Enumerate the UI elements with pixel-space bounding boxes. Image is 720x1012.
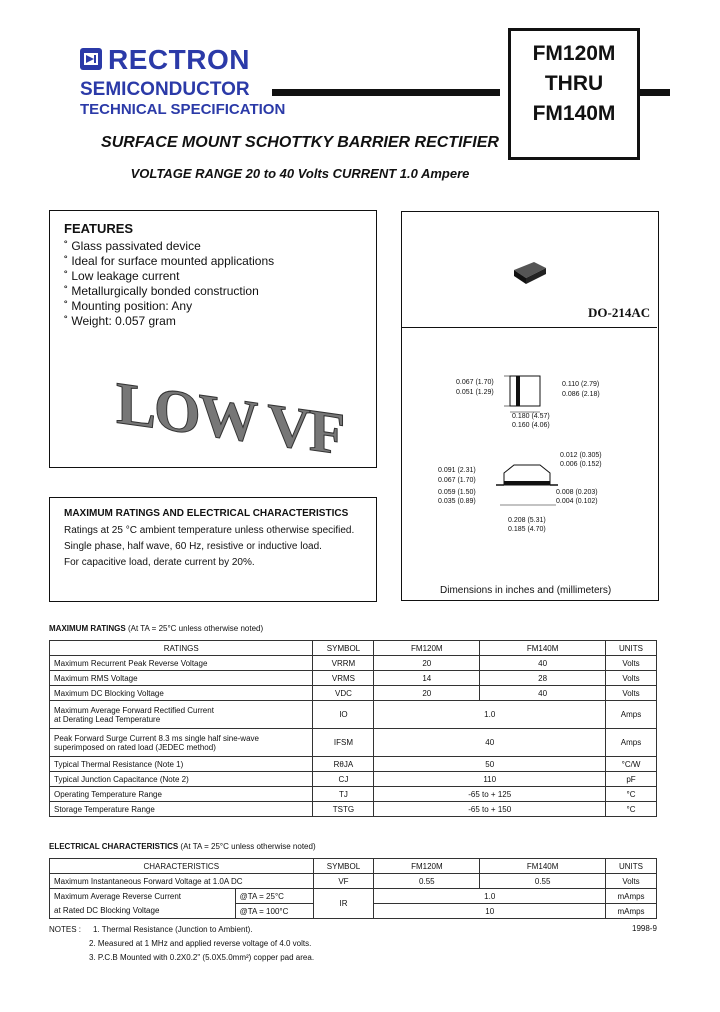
feature-item: ˚ Weight: 0.057 gram	[64, 314, 176, 328]
header-cell: SYMBOL	[313, 641, 374, 656]
package-chip-icon	[512, 258, 548, 286]
ratings-table-caption: MAXIMUM RATINGS (At TA = 25°C unless otherwise noted)	[49, 624, 264, 633]
header-cell: FM120M	[374, 641, 480, 656]
header-cell: FM140M	[480, 641, 606, 656]
table-row: Operating Temperature Range TJ -65 to + 125 °C	[50, 787, 657, 802]
feature-item: ˚ Glass passivated device	[64, 239, 201, 253]
ratings-intro-title: MAXIMUM RATINGS AND ELECTRICAL CHARACTERISTICS	[64, 508, 349, 519]
dim-label: 0.185 (4.70)	[508, 526, 546, 533]
package-side-view-drawing	[490, 455, 570, 515]
dim-label: 0.067 (1.70)	[438, 477, 476, 484]
part-thru: THRU	[544, 72, 604, 95]
table-row: Typical Thermal Resistance (Note 1) RθJA 50 °C/W	[50, 757, 657, 772]
dim-label: 0.012 (0.305)	[560, 452, 602, 459]
features-title: FEATURES	[64, 221, 134, 236]
dim-label: 0.180 (4.57)	[512, 413, 550, 420]
table-header-row	[50, 641, 657, 656]
dim-label: 0.006 (0.152)	[560, 461, 602, 468]
header-rule-left	[272, 89, 500, 96]
table-row: Typical Junction Capacitance (Note 2) CJ 110 pF	[50, 772, 657, 787]
notes-section	[49, 923, 314, 965]
header-cell: FM120M	[374, 859, 480, 874]
dim-label: 0.004 (0.102)	[556, 498, 598, 505]
table-header-row	[50, 859, 657, 874]
dim-label: 0.035 (0.89)	[438, 498, 476, 505]
table-row: Peak Forward Surge Current 8.3 ms single half sine-wave superimposed on rated load (JEDEC method) IFSM 40 Amps	[50, 729, 657, 757]
header-cell: SYMBOL	[313, 859, 374, 874]
part-start: FM120M	[532, 42, 616, 65]
dim-label: 0.160 (4.06)	[512, 422, 550, 429]
feature-item: ˚ Metallurgically bonded construction	[64, 284, 259, 298]
low-vf-text: LOW VF	[116, 369, 344, 469]
table-row: at Rated DC Blocking Voltage @TA = 100°C 10 mAmps	[50, 904, 657, 919]
header-cell: RATINGS	[50, 641, 313, 656]
package-name: DO-214AC	[588, 305, 651, 320]
header-cell: UNITS	[606, 641, 657, 656]
page-subtitle: VOLTAGE RANGE 20 to 40 Volts CURRENT 1.0 Ampere	[130, 166, 470, 181]
table-row: Storage Temperature Range TSTG -65 to + 150 °C	[50, 802, 657, 817]
ratings-intro-line: Ratings at 25 °C ambient temperature unless otherwise specified.	[64, 525, 355, 536]
rectron-logo-icon	[80, 48, 102, 70]
note-item: 3. P.C.B Mounted with 0.2X0.2" (5.0X5.0mm²) copper pad area.	[89, 953, 315, 962]
header-cell: CHARACTERISTICS	[50, 859, 314, 874]
dim-label: 0.208 (5.31)	[508, 517, 546, 524]
dim-label: 0.067 (1.70)	[456, 379, 494, 386]
table-row: Maximum RMS Voltage VRMS 14 28 Volts	[50, 671, 657, 686]
header-cell: UNITS	[606, 859, 657, 874]
table-row: Maximum Average Forward Rectified Current at Derating Lead Temperature IO 1.0 Amps	[50, 701, 657, 729]
dim-label: 0.051 (1.29)	[456, 389, 494, 396]
dim-label: 0.008 (0.203)	[556, 489, 598, 496]
part-end: FM140M	[532, 102, 616, 125]
feature-item: ˚ Low leakage current	[64, 269, 180, 283]
table-row: Maximum DC Blocking Voltage VDC 20 40 Volts	[50, 686, 657, 701]
page-title: SURFACE MOUNT SCHOTTKY BARRIER RECTIFIER	[101, 134, 499, 151]
dimension-note: Dimensions in inches and (millimeters)	[440, 585, 612, 596]
ratings-table	[49, 640, 657, 817]
package-divider	[401, 327, 657, 328]
feature-item: ˚ Mounting position: Any	[64, 299, 193, 313]
table-row: Maximum Recurrent Peak Reverse Voltage VRRM 20 40 Volts	[50, 656, 657, 671]
dim-label: 0.059 (1.50)	[438, 489, 476, 496]
table-row: Maximum Average Reverse Current @TA = 25°C IR 1.0 mAmps	[50, 889, 657, 904]
dim-label: 0.086 (2.18)	[562, 391, 600, 398]
brand-name: RECTRON	[108, 44, 250, 75]
low-vf-graphic	[112, 348, 344, 469]
header-cell: FM140M	[480, 859, 606, 874]
doc-type: TECHNICAL SPECIFICATION	[80, 101, 286, 118]
division-name: SEMICONDUCTOR	[80, 79, 250, 100]
elec-table-caption: ELECTRICAL CHARACTERISTICS (At TA = 25°C unless otherwise noted)	[49, 842, 316, 851]
ratings-intro-line: For capacitive load, derate current by 20%.	[64, 557, 255, 568]
dim-label: 0.091 (2.31)	[438, 467, 476, 474]
elec-table	[49, 858, 657, 919]
ratings-intro-line: Single phase, half wave, 60 Hz, resistive or inductive load.	[64, 541, 322, 552]
notes-label: NOTES : 1. Thermal Resistance (Junction to Ambient).	[49, 925, 253, 934]
dim-label: 0.110 (2.79)	[562, 381, 600, 388]
feature-item: ˚ Ideal for surface mounted applications	[64, 254, 275, 268]
note-item: 2. Measured at 1 MHz and applied reverse voltage of 4.0 volts.	[89, 939, 312, 948]
table-row: Maximum Instantaneous Forward Voltage at 1.0A DC VF 0.55 0.55 Volts	[50, 874, 657, 889]
header-rule-right	[640, 89, 670, 96]
revision-date: 1998-9	[632, 924, 657, 933]
